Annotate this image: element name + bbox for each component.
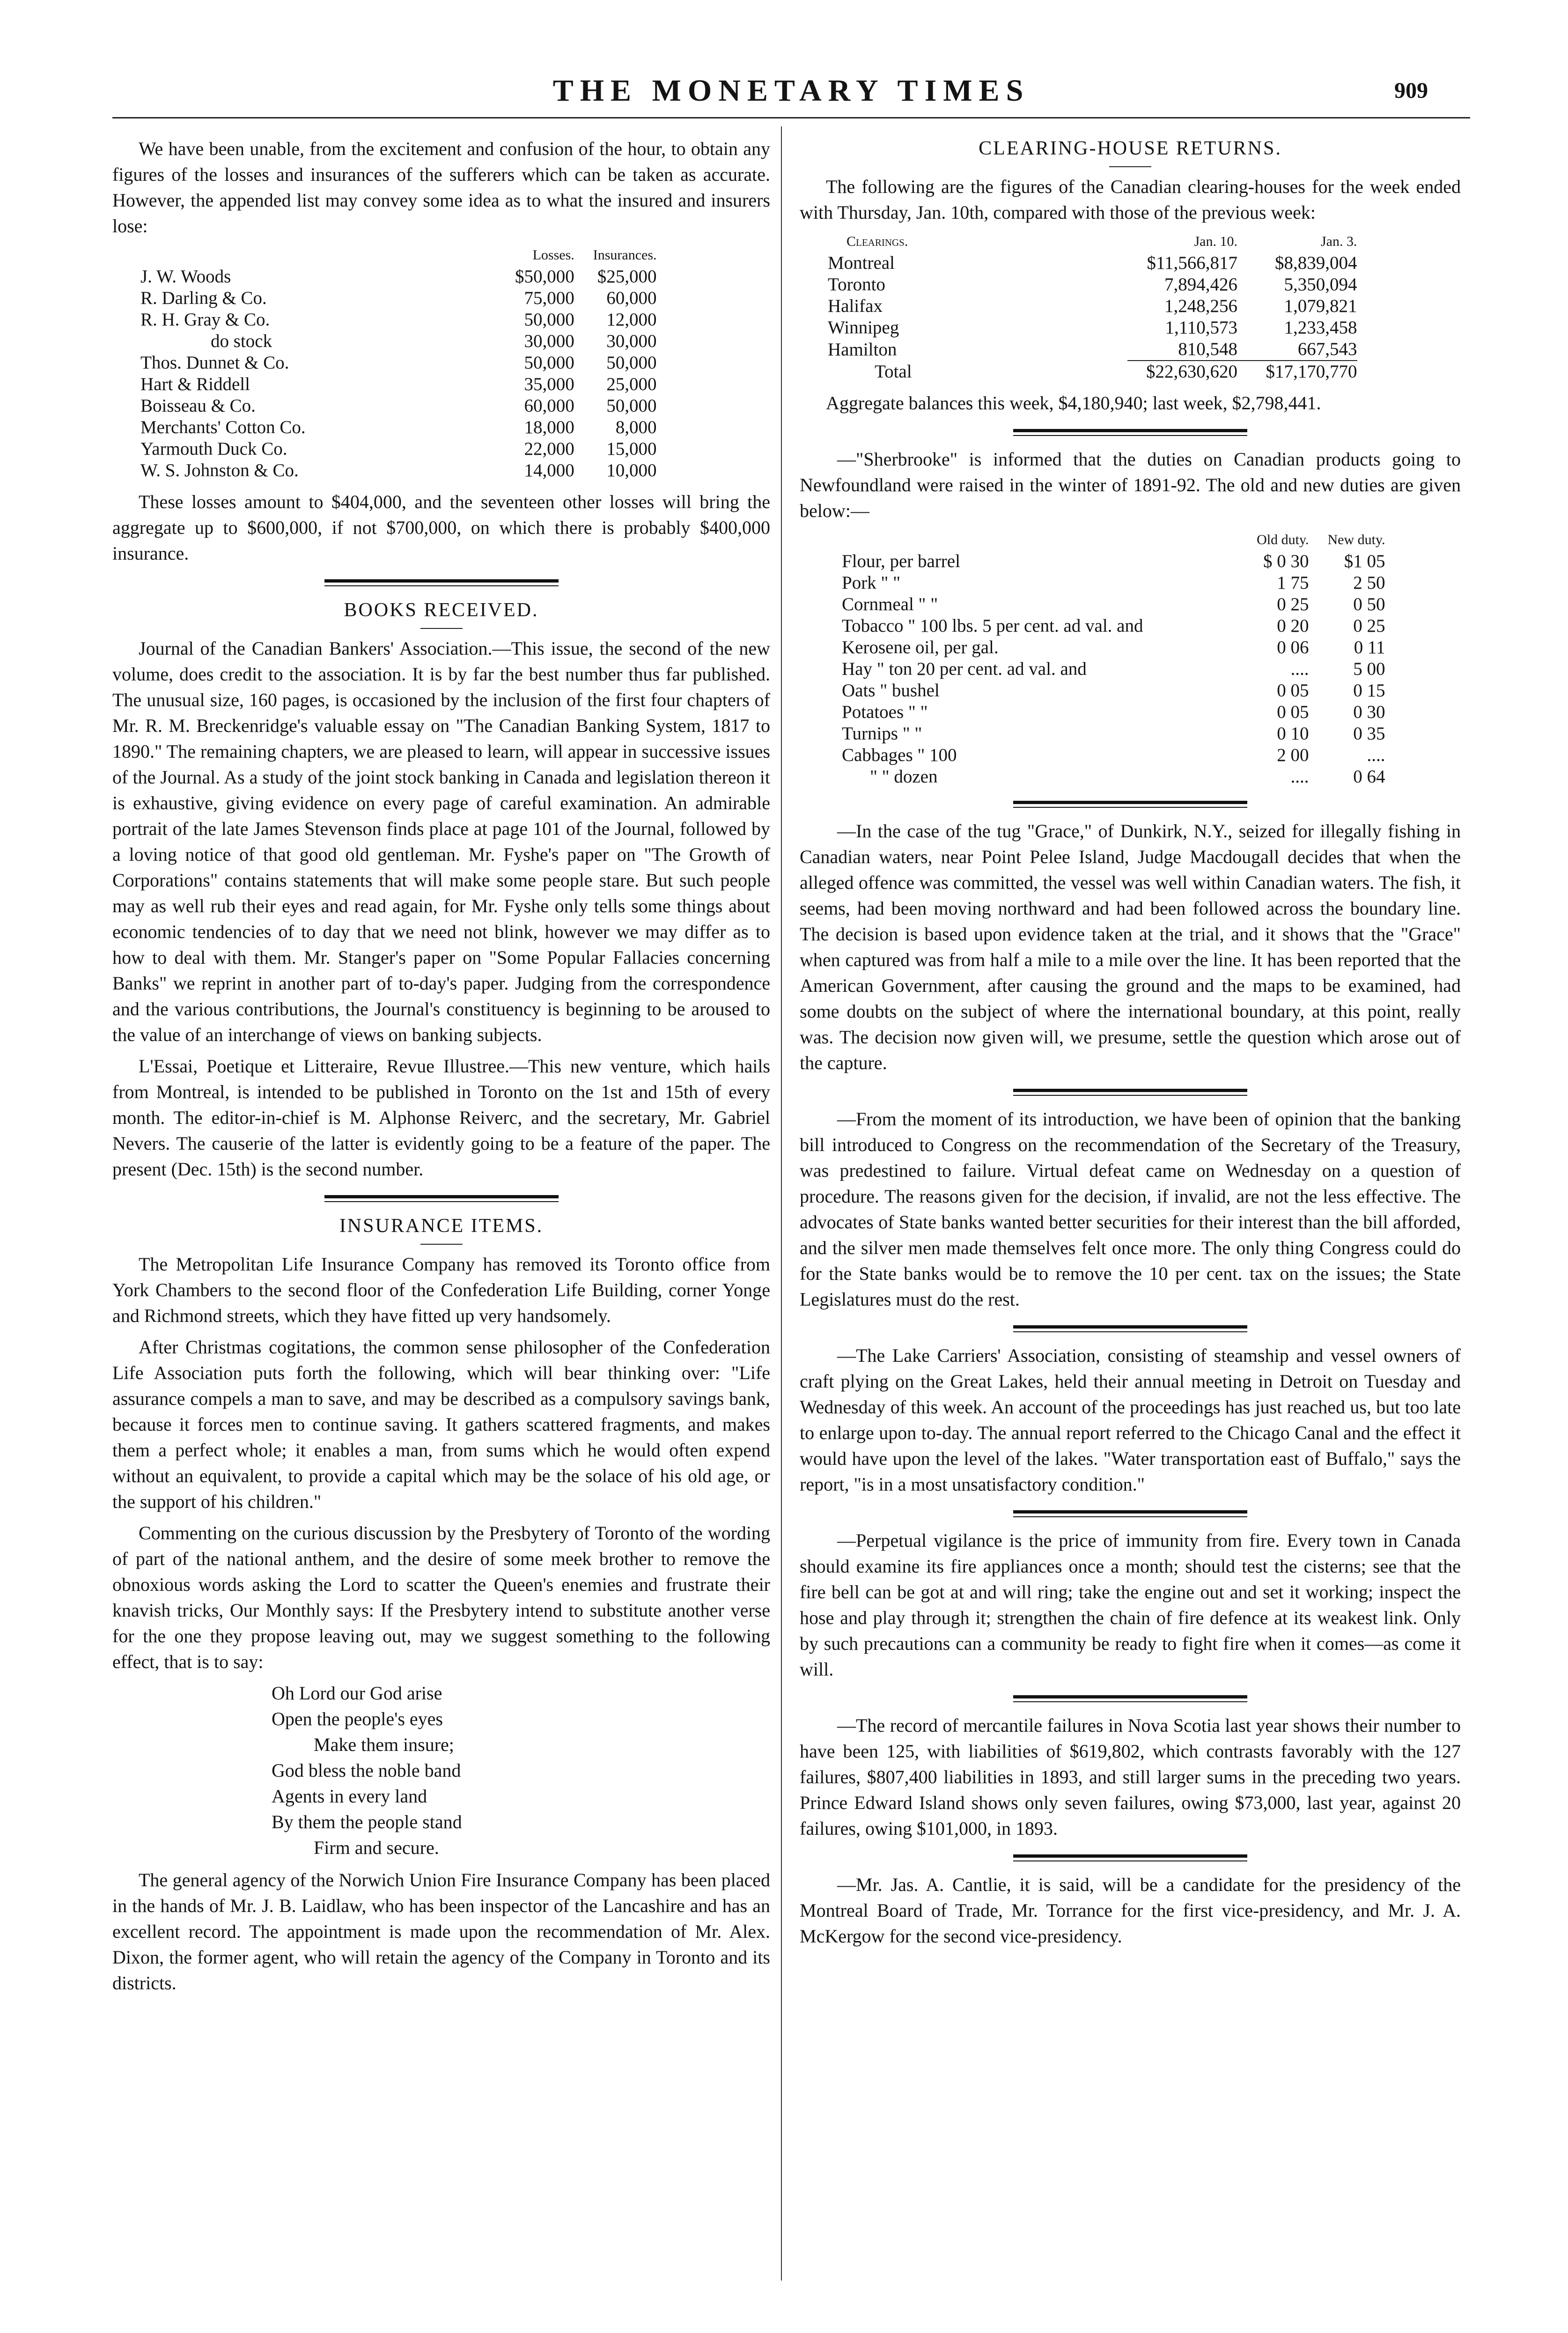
old-duty: 0 10 [1277, 724, 1309, 744]
jan10-value: $11,566,817 [1147, 253, 1237, 273]
presbytery-notice: Commenting on the curious discussion by the Presbytery of Toronto of the wording of part of the national anthem, and the desire of some meek brother to remove the obnoxious words asking the Lord to scatter the Queen's enemies and frustrate their knavish tricks, Our Monthly says: If the Presbytery intend to substitute another verse for the one they propose leaving out, may we suggest something to the following effect, that is to say: [112, 1522, 770, 1672]
clearings-table-header [828, 231, 1357, 252]
right-column [800, 136, 1461, 1955]
table-row [140, 417, 657, 438]
new-duty: 0 11 [1354, 637, 1385, 657]
table-row [842, 766, 1385, 788]
duties-table-header [842, 529, 1385, 551]
table-row [842, 572, 1385, 594]
table-row [140, 288, 657, 309]
table-row [828, 252, 1357, 274]
duty-item: Hay " ton 20 per cent. ad val. and [842, 659, 1087, 679]
sherbrooke-item: —"Sherbrooke" is informed that the duties on Canadian products going to Newfoundland were raised in the winter of 1891-92. The old and new duties are given below:— [800, 449, 1461, 521]
duty-item: Tobacco " 100 lbs. 5 per cent. ad val. and [842, 616, 1143, 636]
total-jan3: $17,170,770 [1237, 361, 1357, 383]
old-duty: .... [1290, 659, 1309, 679]
clearing-house-heading: CLEARING-HOUSE RETURNS. [979, 138, 1282, 159]
section-rule [324, 579, 559, 586]
section-rule [324, 1195, 559, 1202]
table-row [140, 331, 657, 352]
table-row [842, 701, 1385, 723]
firm-name: J. W. Woods [140, 266, 231, 287]
table-row [842, 594, 1385, 615]
masthead-rule [112, 117, 1470, 118]
loss-value: 18,000 [524, 417, 574, 437]
duty-item: Pork " " [842, 573, 901, 593]
column-divider [781, 126, 782, 2281]
losses-table [140, 244, 657, 481]
loss-value: 35,000 [524, 374, 574, 394]
new-duty: .... [1367, 745, 1385, 765]
duty-item: Turnips " " [842, 724, 922, 744]
norwich-union-notice: The general agency of the Norwich Union Fire Insurance Company has been placed in the hands of Mr. J. B. Laidlaw, who has been inspector of the Lancashire and has an excellent record. The appointment is made upon the recommendation of Mr. Alex. Dixon, the former agent, who will retain the agency of the Company in Toronto and its districts. [112, 1869, 770, 1993]
table-row [828, 274, 1357, 295]
jan3-value: 1,233,458 [1284, 317, 1357, 338]
duty-item: Potatoes " " [842, 702, 928, 722]
duty-item: Cabbages " 100 [842, 745, 957, 765]
insurance-items-heading: INSURANCE ITEMS. [339, 1215, 544, 1237]
table-row [828, 295, 1357, 317]
firm-name: W. S. Johnston & Co. [140, 460, 299, 480]
tug-grace-item: —In the case of the tug "Grace," of Dunkirk, N.Y., seized for illegally fishing in Canadian waters, near Point Pelee Island, Judge Macdougall decides that when the alleged offence was committed, the vessel was well within Canadian waters. The fish, it seems, had been moving northward and had been followed across the boundary line. The decision is based upon evidence taken at the trial, and it shows that the "Grace" when captured was from half a mile to a mile over the line. It has been reported that the American Government, after causing the ground and the maps to be examined, had some doubts on the subject of where the international boundary, at this point, really was. The decision now given will, we presume, settle the question which arose out of the capture. [800, 820, 1461, 1073]
anthem-verse [272, 1680, 770, 1860]
lake-carriers-item: —The Lake Carriers' Association, consisting of steamship and vessel owners of craft plying on the Great Lakes, held their annual meeting in Detroit on Tuesday and Wednesday of this week. An account of the proceedings has just reached us, but too late to enlarge upon to-day. The annual report referred to the Chicago Canal and the effect it would have upon the level of the lakes. "Water transportation east of Buffalo," says the report, "is in a most unsatisfactory condition." [800, 1345, 1461, 1495]
loss-value: 22,000 [524, 439, 574, 459]
new-duty: 5 00 [1353, 659, 1385, 679]
fire-vigilance-item: —Perpetual vigilance is the price of immunity from fire. Every town in Canada should examine its fire appliances once a month; should test the cisterns; see that the fire bell can be got at and will ring; take the engine out and set it working; inspect the hose and play through it; strengthen the chain of fire defence at its weakest link. Only by such precautions can a community be ready to fight fire when it comes—as come it will. [800, 1530, 1461, 1680]
jan10-header: Jan. 10. [1194, 234, 1237, 249]
books-received-heading: BOOKS RECEIVED. [344, 599, 539, 621]
heading-rule [420, 1244, 463, 1245]
city-name: Toronto [828, 274, 885, 295]
table-row [842, 637, 1385, 658]
insurance-value: 15,000 [606, 439, 657, 459]
duty-item: Oats " bushel [842, 680, 940, 701]
old-duty: 0 05 [1277, 702, 1309, 722]
section-rule [1013, 1089, 1247, 1096]
city-name: Winnipeg [828, 317, 899, 338]
left-column [112, 136, 770, 2001]
old-duty-header: Old duty. [1257, 532, 1309, 547]
table-row [140, 309, 657, 331]
table-row [140, 460, 657, 481]
table-row [828, 339, 1357, 361]
verse-line: God bless the noble band [272, 1760, 461, 1781]
new-duty: $1 05 [1344, 551, 1385, 571]
total-label: Total [875, 361, 912, 382]
banking-bill-item: —From the moment of its introduction, we have been of opinion that the banking bill introduced to Congress on the recommendation of the Secretary of the Treasury, was predestined to failure. Virtual defeat came on Wednesday on a question of procedure. The reasons given for the decision, if invalid, are not the less effective. The advocates of State banks wanted better securities for their interest than the bill afforded, and the silver men made themselves felt once more. The only thing Congress could do for the State banks would be to remove the 10 per cent. tax on the issues; the State Legislatures must do the rest. [800, 1108, 1461, 1310]
nova-scotia-failures-item: —The record of mercantile failures in Nova Scotia last year shows their number to have been 125, with liabilities of $619,802, which contrasts favorably with the 127 failures, $807,400 liabilities in 1893, and still larger sums in the preceding two years. Prince Edward Island shows only seven failures, owing $73,000, last year, against 20 failures, owing $101,000, in 1893. [800, 1715, 1461, 1839]
bankers-journal-notice: Journal of the Canadian Bankers' Association.—This issue, the second of the new volume, does credit to the association. It is by far the best number thus far published. The unusual size, 160 pages, is occasioned by the inclusion of the first four chapters of Mr. R. M. Breckenridge's valuable essay on "The Canadian Banking System, 1817 to 1890." The remaining chapters, we are pleased to learn, will appear in successive issues of the Journal. As a study of the joint stock banking in Canada and legislation thereon it is exhaustive, giving evidence on every page of careful examination. An admirable portrait of the late James Stevenson finds place at page 101 of the Journal, followed by a loving notice of that good old gentleman. Mr. Fyshe's paper on "The Growth of Corporations" contains statements that will make some people stare. But such people may as well rub their eyes and read again, for Mr. Fyshe only tells some things about economic tendencies of to day that we need not blink, however we may differ as to how to deal with them. Mr. Stanger's paper on "Some Popular Fallacies concerning Banks" we reprint in another part of to-day's paper. Judging from the correspondence and the various contributions, the Journal's constituency is beginning to be aroused to the value of an interchange of views on banking subjects. [112, 638, 770, 1045]
verse-line: By them the people stand [272, 1811, 462, 1832]
verse-line: Agents in every land [272, 1786, 427, 1807]
old-duty: .... [1290, 767, 1309, 787]
heading-rule [420, 628, 463, 629]
verse-line: Oh Lord our God arise [272, 1683, 442, 1704]
firm-name: R. Darling & Co. [140, 288, 267, 308]
confederation-life-notice: After Christmas cogitations, the common sense philosopher of the Confederation Life Association puts forth the following, which will bear thinking over: "Life assurance compels a man to save, and may be described as a compulsory savings bank, because it forces men to continue saving. It gathers scattered fragments, and makes them a perfect whole; it enables a man, from sums which he would often expend without an equivalent, to provide a capital which may be the solace of his old age, or the support of his children." [112, 1336, 770, 1512]
old-duty: 0 05 [1277, 680, 1309, 701]
old-duty: 1 75 [1277, 573, 1309, 593]
jan10-value: 1,248,256 [1164, 296, 1237, 316]
firm-name: R. H. Gray & Co. [140, 310, 270, 330]
insurance-value: $25,000 [597, 266, 657, 287]
jan10-value: 1,110,573 [1165, 317, 1237, 338]
verse-line: Open the people's eyes [272, 1708, 443, 1729]
insurance-value: 50,000 [606, 353, 657, 373]
new-duty: 0 15 [1353, 680, 1385, 701]
masthead [112, 70, 1470, 122]
firm-name: Hart & Riddell [140, 374, 250, 394]
jan3-value: 1,079,821 [1284, 296, 1357, 316]
loss-value: 60,000 [524, 396, 574, 416]
table-row [842, 723, 1385, 745]
table-row [140, 352, 657, 374]
clearings-table [828, 231, 1357, 383]
duty-item: Kerosene oil, per gal. [842, 637, 999, 657]
loss-value: 50,000 [524, 353, 574, 373]
new-duty: 0 50 [1353, 594, 1385, 614]
table-row [140, 438, 657, 460]
duty-item: Flour, per barrel [842, 551, 960, 571]
jan3-header: Jan. 3. [1321, 234, 1357, 249]
section-rule [1013, 1854, 1247, 1861]
firm-name: Merchants' Cotton Co. [140, 417, 306, 437]
firm-name: Thos. Dunnet & Co. [140, 353, 289, 373]
total-row [828, 361, 1357, 383]
section-rule [1013, 801, 1247, 808]
insurance-value: 30,000 [606, 331, 657, 351]
jan3-value: $8,839,004 [1275, 253, 1357, 273]
section-rule [1013, 1695, 1247, 1702]
old-duty: 0 25 [1277, 594, 1309, 614]
firm-name: Boisseau & Co. [140, 396, 256, 416]
losses-header: Losses. [532, 247, 574, 263]
lessai-notice: L'Essai, Poetique et Litteraire, Revue Illustree.—This new venture, which hails from Montreal, is intended to be published in Toronto on the 1st and 15th of every month. The editor-in-chief is M. Alphonse Reiverc, and the secretary, Mr. Gabriel Nevers. The causerie of the latter is evidently going to be a feature of the paper. The present (Dec. 15th) is the second number. [112, 1056, 770, 1180]
table-row [842, 745, 1385, 766]
jan3-value: 5,350,094 [1284, 274, 1357, 295]
city-name: Montreal [828, 253, 895, 273]
duties-table [842, 529, 1385, 788]
new-duty: 0 35 [1353, 724, 1385, 744]
loss-value: 30,000 [524, 331, 574, 351]
firm-name: Yarmouth Duck Co. [140, 439, 287, 459]
publication-title: THE MONETARY TIMES [552, 74, 1030, 108]
table-row [828, 317, 1357, 339]
losses-table-header [140, 244, 657, 266]
city-name: Halifax [828, 296, 883, 316]
old-duty: 0 06 [1277, 637, 1309, 657]
losses-summary: These losses amount to $404,000, and the seventeen other losses will bring the aggregate up to $600,000, if not $700,000, on which there is probably $400,000 insurance. [112, 491, 770, 564]
table-row [842, 551, 1385, 572]
jan10-value: 7,894,426 [1164, 274, 1237, 295]
loss-value: $50,000 [515, 266, 574, 287]
duty-item: " " dozen [870, 767, 938, 787]
section-rule [1013, 1325, 1247, 1332]
table-row [842, 680, 1385, 701]
new-duty: 0 64 [1353, 767, 1385, 787]
firm-name: do stock [211, 331, 272, 351]
aggregate-balances: Aggregate balances this week, $4,180,940; last week, $2,798,441. [826, 392, 1321, 413]
old-duty: 2 00 [1277, 745, 1309, 765]
page-number: 909 [1394, 78, 1428, 103]
insurance-value: 10,000 [606, 460, 657, 480]
heading-rule [1109, 166, 1151, 167]
verse-line: Firm and secure. [314, 1837, 439, 1858]
board-of-trade-item: —Mr. Jas. A. Cantlie, it is said, will be a candidate for the presidency of the Montreal Board of Trade, Mr. Torrance for the first vice-presidency, and Mr. J. A. McKergow for the second vice-presidency. [800, 1874, 1461, 1947]
duty-item: Cornmeal " " [842, 594, 938, 614]
jan10-value: 810,548 [1178, 339, 1237, 359]
loss-value: 14,000 [524, 460, 574, 480]
old-duty: $ 0 30 [1263, 551, 1309, 571]
new-duty: 2 50 [1353, 573, 1385, 593]
verse-line: Make them insure; [314, 1734, 454, 1755]
insurance-value: 25,000 [606, 374, 657, 394]
insurance-value: 8,000 [615, 417, 657, 437]
table-row [842, 658, 1385, 680]
section-rule [1013, 1510, 1247, 1517]
city-name: Hamilton [828, 339, 897, 360]
clearings-label: Clearings. [847, 234, 908, 249]
insurance-value: 12,000 [606, 310, 657, 330]
insurance-value: 60,000 [606, 288, 657, 308]
new-duty: 0 30 [1353, 702, 1385, 722]
table-row [140, 374, 657, 395]
loss-value: 50,000 [524, 310, 574, 330]
new-duty-header: New duty. [1327, 532, 1385, 547]
old-duty: 0 20 [1277, 616, 1309, 636]
insurances-header: Insurances. [593, 247, 657, 263]
table-row [842, 615, 1385, 637]
clearing-intro: The following are the figures of the Canadian clearing-houses for the week ended with Thursday, Jan. 10th, compared with those of the previous week: [800, 176, 1461, 223]
table-row [140, 266, 657, 288]
total-jan10: $22,630,620 [1127, 361, 1237, 383]
table-row [140, 395, 657, 417]
new-duty: 0 25 [1353, 616, 1385, 636]
fire-losses-intro: We have been unable, from the excitement and confusion of the hour, to obtain any figures of the losses and insurances of the sufferers which can be taken as accurate. However, the appended list may convey some idea as to what the insured and insurers lose: [112, 138, 770, 236]
jan3-value: 667,543 [1297, 339, 1357, 359]
loss-value: 75,000 [524, 288, 574, 308]
section-rule [1013, 429, 1247, 436]
insurance-value: 50,000 [606, 396, 657, 416]
metropolitan-life-notice: The Metropolitan Life Insurance Company has removed its Toronto office from York Chambers to the second floor of the Confederation Life Building, corner Yonge and Richmond streets, which they have fitted up very handsomely. [112, 1254, 770, 1326]
